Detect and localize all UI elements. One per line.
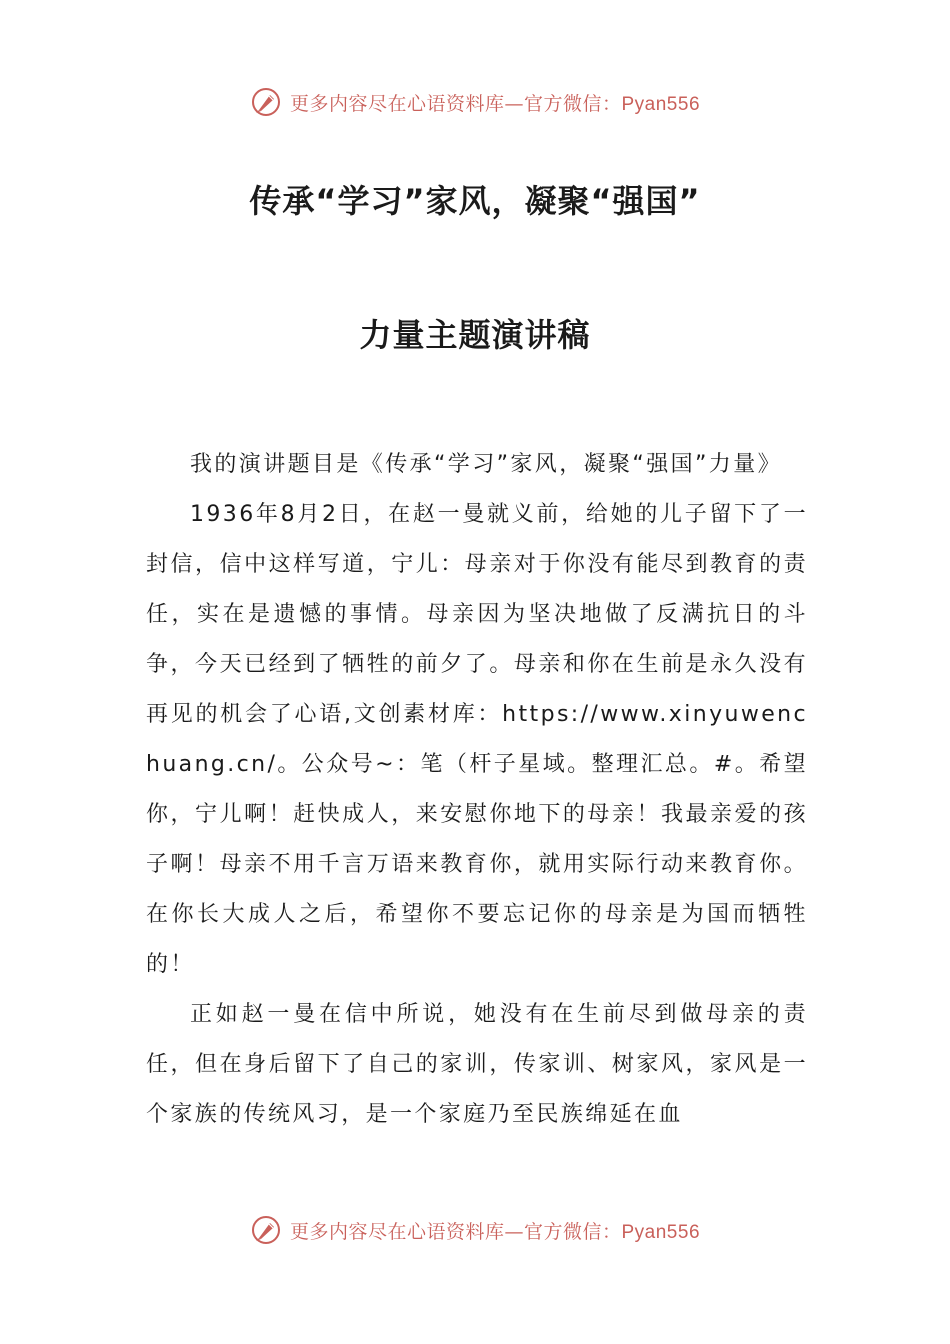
document-body [146,440,808,1140]
pen-nib-circle-icon [250,1214,282,1246]
banner-handle: Pyan556 [621,1221,701,1243]
pen-nib-circle-icon [250,86,282,118]
document-title-line-1: 传承“学习”家风，凝聚“强国” [249,182,701,220]
paragraph: 我的演讲题目是《传承“学习”家风，凝聚“强国”力量》 [190,452,782,477]
paragraph: 正如赵一曼在信中所说，她没有在生前尽到做母亲的责任，但在身后留下了自己的家训，传家训、树家风，家风是一个家族的传统风习，是一个家庭乃至民族绵延在血 [146,1002,808,1127]
header-banner [0,82,950,122]
footer-banner [0,1210,950,1250]
document-title-line-2: 力量主题演讲稿 [359,316,591,354]
banner-text: 更多内容尽在心语资料库—官方微信：Pyan556 [289,92,701,115]
banner-handle: Pyan556 [621,93,701,115]
paragraph: 1936年8月2日，在赵一曼就义前，给她的儿子留下了一封信，信中这样写道，宁儿：母亲对于你没有能尽到教育的责任，实在是遗憾的事情。母亲因为坚决地做了反满抗日的斗争，今天已经到了牺牲的前夕了。母亲和你在生前是永久没有再见的机会了心语,文创素材库：https://www.xinyuwenchuang.cn/。公众号~：笔（杆子星域。整理汇总。#。希望你，宁儿啊！赶快成人，来安慰你地下的母亲！我最亲爱的孩子啊！母亲不用千言万语来教育你，就用实际行动来教育你。在你长大成人之后，希望你不要忘记你的母亲是为国而牺牲的！ [146,502,808,977]
banner-text: 更多内容尽在心语资料库—官方微信：Pyan556 [289,1220,701,1243]
